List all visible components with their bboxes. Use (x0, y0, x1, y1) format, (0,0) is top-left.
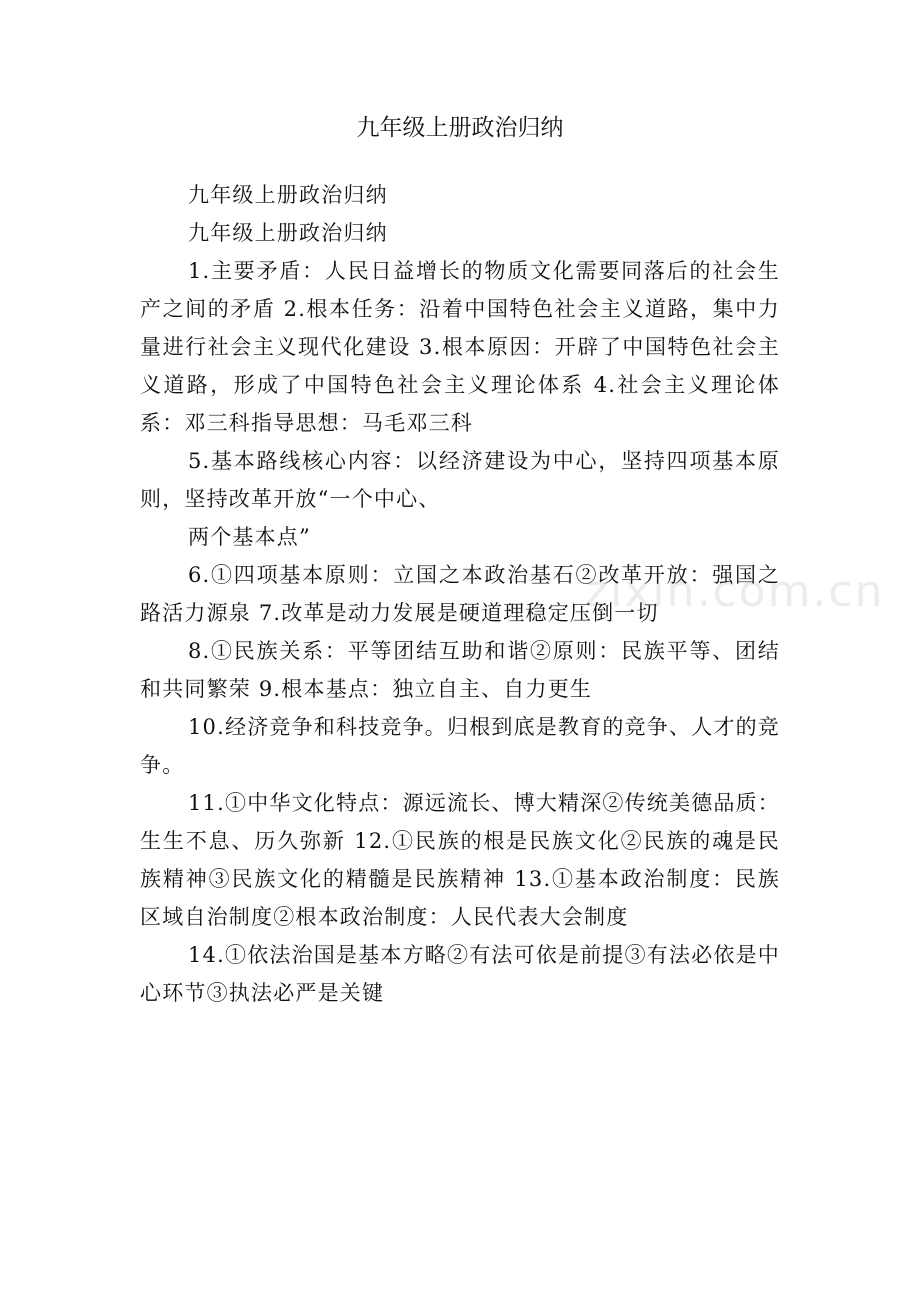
paragraph-items-6-7: 6.①四项基本原则：立国之本政治基石②改革开放：强国之路活力源泉 7.改革是动力发展是硬道理稳定压倒一切 (140, 563, 780, 625)
paragraph-subtitle-1: 九年级上册政治归纳 (188, 183, 388, 207)
paragraph-subtitle-2: 九年级上册政治归纳 (188, 221, 388, 245)
paragraph-item-10: 10.经济竞争和科技竞争。归根到底是教育的竞争、人才的竞争。 (140, 715, 780, 777)
paragraph-items-8-9: 8.①民族关系：平等团结互助和谐②原则：民族平等、团结和共同繁荣 9.根本基点：独立自主、自力更生 (140, 639, 780, 701)
document-body (140, 176, 780, 1012)
paragraph-items-11-13: 11.①中华文化特点：源远流长、博大精深②传统美德品质：生生不息、历久弥新 12.①民族的根是民族文化②民族的魂是民族精神③民族文化的精髓是民族精神 13.①基本政治制度：民族区域自治制度②根本政治制度：人民代表大会制度 (140, 791, 780, 929)
paragraph-item-5: 5.基本路线核心内容：以经济建设为中心，坚持四项基本原则，坚持改革开放“一个中心、 (140, 449, 780, 511)
watermark: zixin.com.cn (585, 566, 885, 617)
paragraph-items-1-4: 1.主要矛盾：人民日益增长的物质文化需要同落后的社会生产之间的矛盾 2.根本任务：沿着中国特色社会主义道路，集中力量进行社会主义现代化建设 3.根本原因：开辟了中国特色社会主义道路，形成了中国特色社会主义理论体系 4.社会主义理论体系：邓三科指导思想：马毛邓三科 (140, 259, 780, 435)
document-title: 九年级上册政治归纳 (356, 115, 564, 141)
paragraph-item-5-continued: 两个基本点” (188, 525, 311, 549)
paragraph-item-14: 14.①依法治国是基本方略②有法可依是前提③有法必依是中心环节③执法必严是关键 (140, 943, 780, 1005)
